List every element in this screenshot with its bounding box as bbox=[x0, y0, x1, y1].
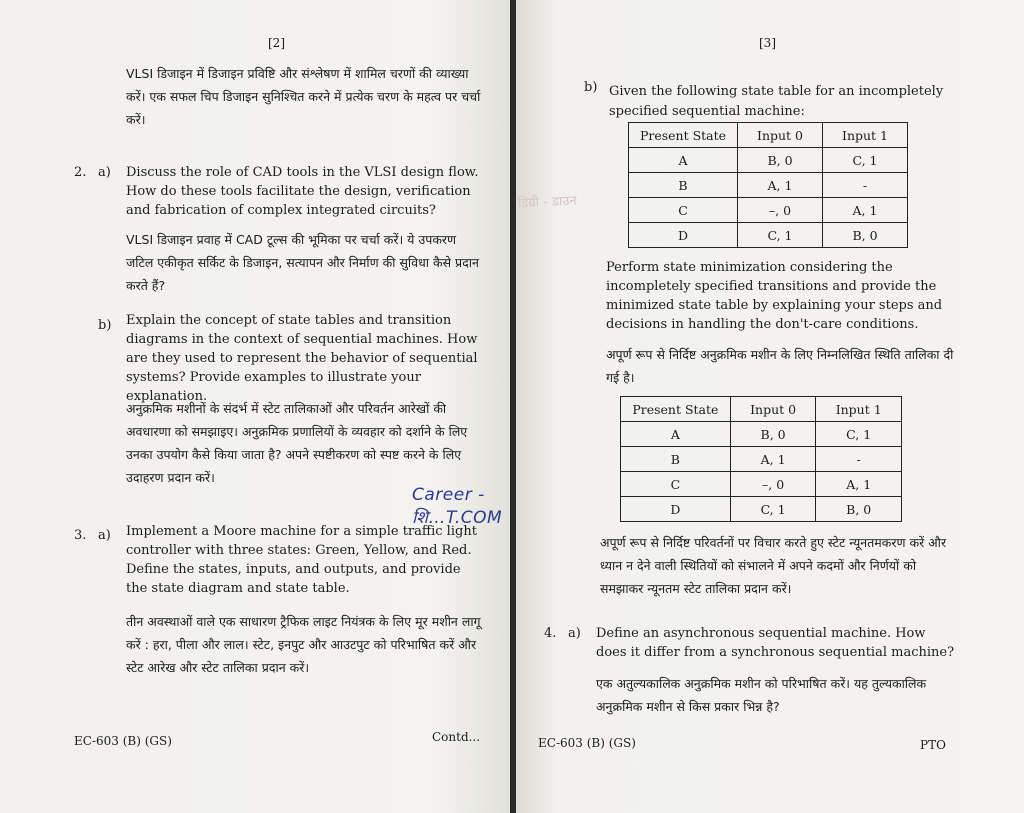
table-row bbox=[621, 447, 902, 472]
q2-number: 2. bbox=[74, 165, 87, 180]
q3a-hindi-text: तीन अवस्थाओं वाले एक साधारण ट्रैफिक लाइट नियंत्रक के लिए मूर मशीन लागू करें : हरा, पीला और लाल। स्टेट, इनपुट और आउटपुट को परिभाषित करें और स्टेट आरेख और स्टेट तालिका प्रदान करें। bbox=[126, 614, 481, 675]
footer-code: EC-603 (B) (GS) bbox=[74, 734, 172, 748]
q2b-english-text: Explain the concept of state tables and transition diagrams in the context of sequential machines. How are they used to represent the behavior of sequential systems? Provide examples to illustrate your explanation. bbox=[126, 313, 478, 404]
table-cell: D bbox=[629, 223, 738, 248]
state-table-2 bbox=[620, 396, 902, 522]
table-cell: B, 0 bbox=[738, 148, 823, 173]
qb-label: b) bbox=[584, 80, 598, 95]
table-row bbox=[621, 497, 902, 522]
table-cell: A, 1 bbox=[738, 173, 823, 198]
column-header: Input 1 bbox=[823, 123, 908, 148]
table-row bbox=[629, 148, 908, 173]
left-page bbox=[0, 0, 510, 813]
page-number: [3] bbox=[759, 36, 776, 50]
table-row bbox=[629, 223, 908, 248]
table-cell: –, 0 bbox=[730, 472, 816, 497]
qb-english-task: Perform state minimization considering the incompletely specified transitions and provide the minimized state table by explaining your steps and decisions in handling the don't-care conditions. bbox=[606, 260, 943, 332]
table-row bbox=[629, 173, 908, 198]
table-cell: A, 1 bbox=[823, 198, 908, 223]
qb-hindi-task: अपूर्ण रूप से निर्दिष्ट परिवर्तनों पर विचार करते हुए स्टेट न्यूनतमकरण करें और ध्यान न देने वाली स्थितियों को संभालने में अपने कदमों और निर्णयों को समझाकर न्यूनतम स्टेट तालिका प्रदान करें। bbox=[600, 535, 947, 596]
table-cell: D bbox=[621, 497, 731, 522]
q3-number: 3. bbox=[74, 528, 87, 543]
page-number: [2] bbox=[268, 36, 285, 50]
table-cell: B, 0 bbox=[823, 223, 908, 248]
footer-contd: Contd... bbox=[432, 730, 481, 744]
right-page bbox=[516, 0, 1024, 813]
qb-hindi-intro: अपूर्ण रूप से निर्दिष्ट अनुक्रमिक मशीन के लिए निम्नलिखित स्थिति तालिका दी गई है। bbox=[606, 347, 954, 385]
q4a-label: a) bbox=[568, 626, 581, 641]
q4a-english-text: Define an asynchronous sequential machine. How does it differ from a synchronous sequential machine? bbox=[596, 626, 955, 660]
column-header: Input 0 bbox=[730, 397, 816, 422]
q3a-label: a) bbox=[98, 528, 111, 543]
table-cell: A bbox=[621, 422, 731, 447]
table-cell: C, 1 bbox=[823, 148, 908, 173]
column-header: Input 1 bbox=[816, 397, 902, 422]
table-cell: B bbox=[629, 173, 738, 198]
table-row bbox=[621, 472, 902, 497]
q2a-label: a) bbox=[98, 165, 111, 180]
q4a-hindi-text: एक अतुल्यकालिक अनुक्रमिक मशीन को परिभाषित करें। यह तुल्यकालिक अनुक्रमिक मशीन से किस प्रकार भिन्न है? bbox=[596, 676, 927, 714]
faded-stamp: डिग्री - डाउन bbox=[517, 193, 578, 212]
table-cell: - bbox=[816, 447, 902, 472]
table-cell: –, 0 bbox=[738, 198, 823, 223]
q2b-label: b) bbox=[98, 318, 112, 333]
q3a-english-text: Implement a Moore machine for a simple traffic light controller with three states: Green, Yellow, and Red. Define the states, inputs, and outputs, and provide the state diagram and state table. bbox=[126, 524, 477, 596]
table-cell: B, 0 bbox=[730, 422, 816, 447]
state-table-1 bbox=[628, 122, 908, 248]
qb-english-intro: Given the following state table for an incompletely specified sequential machine: bbox=[609, 84, 944, 119]
table-cell: C, 1 bbox=[738, 223, 823, 248]
q1-hindi-text: VLSI डिजाइन में डिजाइन प्रविष्टि और संश्लेषण में शामिल चरणों की व्याख्या करें। एक सफल चिप डिजाइन सुनिश्चित करने में प्रत्येक चरण के महत्व पर चर्चा करें। bbox=[126, 66, 481, 127]
table-cell: A bbox=[629, 148, 738, 173]
table-cell: B, 0 bbox=[816, 497, 902, 522]
table-cell: B bbox=[621, 447, 731, 472]
watermark-text: Career - शि…T.COM bbox=[412, 485, 503, 528]
table-cell: C bbox=[621, 472, 731, 497]
column-header: Input 0 bbox=[738, 123, 823, 148]
table-cell: A, 1 bbox=[816, 472, 902, 497]
table-row bbox=[621, 422, 902, 447]
table-header-row bbox=[621, 397, 902, 422]
table-cell: C bbox=[629, 198, 738, 223]
table-cell: - bbox=[823, 173, 908, 198]
table-row bbox=[629, 198, 908, 223]
table-cell: C, 1 bbox=[730, 497, 816, 522]
footer-pto: PTO bbox=[920, 738, 946, 752]
q2a-hindi-text: VLSI डिजाइन प्रवाह में CAD टूल्स की भूमिका पर चर्चा करें। ये उपकरण जटिल एकीकृत सर्किट के डिजाइन, सत्यापन और निर्माण की सुविधा कैसे प्रदान करते हैं? bbox=[126, 232, 479, 293]
table-cell: A, 1 bbox=[730, 447, 816, 472]
q2a-english-text: Discuss the role of CAD tools in the VLSI design flow. How do these tools facilitate the design, verification and fabrication of complex integrated circuits? bbox=[126, 165, 479, 218]
table-header-row bbox=[629, 123, 908, 148]
column-header: Present State bbox=[629, 123, 738, 148]
q2b-hindi-text: अनुक्रमिक मशीनों के संदर्भ में स्टेट तालिकाओं और परिवर्तन आरेखों की अवधारणा को समझाइए। अनुक्रमिक प्रणालियों के व्यवहार को दर्शाने के लिए उनका उपयोग कैसे किया जाता है? अपने स्पष्टीकरण को स्पष्ट करने के लिए उदाहरण प्रदान करें। bbox=[126, 401, 468, 485]
q4-number: 4. bbox=[544, 626, 557, 641]
table-cell: C, 1 bbox=[816, 422, 902, 447]
footer-code: EC-603 (B) (GS) bbox=[538, 736, 636, 750]
column-header: Present State bbox=[621, 397, 731, 422]
